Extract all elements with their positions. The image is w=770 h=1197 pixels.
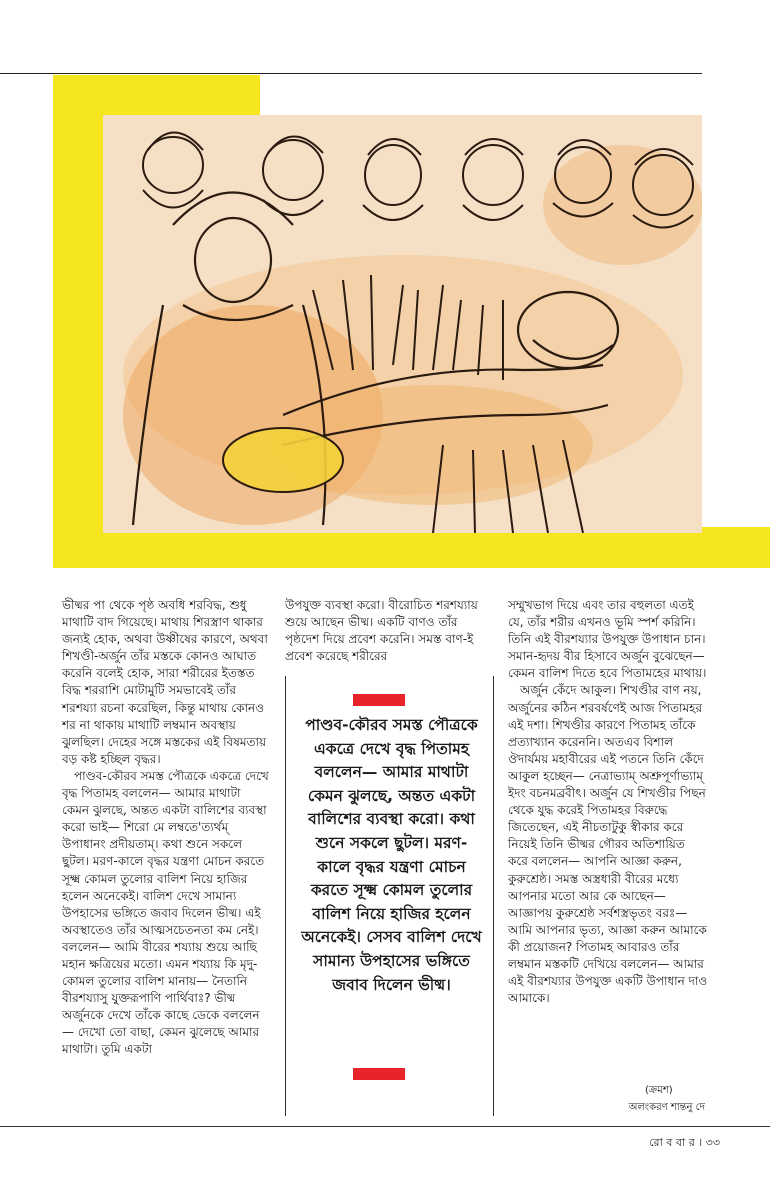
paragraph: অর্জুন কেঁদে আকুল। শিখণ্ডীর বাণ নয়, অর্জুনের কঠিন শরবর্ষণেই আজ পিতামহর এই দশা। শিখণ্ডীর কারণে পিতামহ তাঁকে প্রত্যাখ্যান করেননি। অতএব বিশাল ঔদার্যময় মহাবীরের এই পতনে তিনি কেঁদে আকুল হচ্ছেন— নেত্রাভ্যাম্ অশ্রুপূর্ণাভ্যাম্ ইদং বচনমব্রবীৎ। অর্জুন যে শিখণ্ডীর পিছন থেকে যুদ্ধ করেই পিতামহর বিরুদ্ধে জিতেছেন, এই নীচতাটুকু স্বীকার করে নিয়েই তিনি ভীষ্মর গৌরব অতিশায়িত করে বললেন— আপনি আজ্ঞা করুন, কুরুশ্রেষ্ঠ। সমস্ত অস্ত্রধারী বীরের মধ্যে আপনার মতো আর কে আছেন— আজ্ঞাপয় কুরুশ্রেষ্ঠ সর্বশস্ত্রভৃতং বরঃ— আমি আপনার ভৃত্য, আজ্ঞা করুন আমাকে কী প্রয়োজন? পিতামহ আবারও তাঁর লম্বমান মস্তকটি দেখিয়ে বললেন— আমার এই বীরশয্যার উপযুক্ত একটি উপাধান দাও আমাকে। [508,683,708,1006]
article-column-1 [62,597,270,1059]
bottom-rule [0,1126,770,1127]
paragraph: উপযুক্ত ব্যবস্থা করো। বীরোচিত শরশয্যায় শুয়ে আছেন ভীষ্ম। একটি বাণও তাঁর পৃষ্ঠদেশ দিয়ে প্রবেশ করেনি। সমস্ত বাণ-ই প্রবেশ করেছে শরীরের [285,598,478,664]
article-column-2 [285,597,493,665]
paragraph: সম্মুখভাগ দিয়ে এবং তার বহুলতা এতই যে, তাঁর শরীর এখনও ভূমি স্পর্শ করিনি। তিনি এই বীরশয্যার উপযুক্ত উপাধান চান। সমান-হৃদয় বীর হিসাবে অর্জুন বুঝেছেন— কেমন বালিশ দিতে হবে পিতামহের মাথায়। [508,598,707,681]
to-be-continued-label: (ক্রমশ) [645,1085,673,1096]
illustration-bhishma-arrow-bed [103,115,702,533]
illustration-credit: অলংকরণ শান্তনু দে [628,1102,705,1113]
yellow-accent-band [53,527,770,568]
article-column-3 [508,597,708,1007]
pull-quote-text: পাণ্ডব-কৌরব সমস্ত পৌত্রকে একত্রে দেখে বৃদ্ধ পিতামহ বললেন— আমার মাথাটা কেমন ঝুলছে, অন্তত একটা বালিশের ব্যবস্থা করো। কথা শুনে সকলে ছুটল। মরণ-কালে বৃদ্ধর যন্ত্রণা মোচন করতে সূক্ষ্ম কোমল তুলোর বালিশ নিয়ে হাজির হলেন অনেকেই। সেসব বালিশ দেখে সামান্য উপহাসের ভঙ্গিতে জবাব দিলেন ভীষ্ম। [301,716,482,994]
paragraph: ভীষ্মর পা থেকে পৃষ্ঠ অবধি শরবিদ্ধ, শুধু মাথাটি বাদ গিয়েছে। মাথায় শিরস্ত্রাণ থাকার জন্যই হোক, অথবা উষ্ণীষের কারণে, অথবা শিখণ্ডী-অর্জুন তাঁর মস্তকে কোনও আঘাত করেনি বলেই হোক, সারা শরীরের ইতস্তত বিদ্ধ শররাশি মোটামুটি সমভাবেই তাঁর শরশয্যা রচনা করেছিল, কিন্তু মাথায় কোনও শর না থাকায় মাথাটি লম্বমান অবস্থায় ঝুলছিল। দেহের সঙ্গে মস্তকের এই বিষমতায় বড় কষ্ট হচ্ছিল বৃদ্ধর। [62,598,268,766]
page-folio: রো ব বা র । ৩৩ [649,1136,720,1149]
pull-quote-box [285,676,494,1116]
red-accent-bar [353,1068,405,1080]
top-rule [0,73,702,74]
red-accent-bar [353,694,405,706]
paragraph: পাণ্ডব-কৌরব সমস্ত পৌত্রকে একত্রে দেখে বৃদ্ধ পিতামহ বললেন— আমার মাথাটা কেমন ঝুলছে, অন্তত একটা বালিশের ব্যবস্থা করো ভাই— শিরো মে লম্বতে'ত্যর্থম্ উপাধানং প্রদীয়তাম্। কথা শুনে সকলে ছুটল। মরণ-কালে বৃদ্ধর যন্ত্রণা মোচন করতে সূক্ষ্ম কোমল তুলোর বালিশ নিয়ে হাজির হলেন অনেকেই। বালিশ দেখে সামান্য উপহাসের ভঙ্গিতে জবাব দিলেন ভীষ্ম। এই অবস্থাতেও তাঁর আত্মসচেতনতা কম নেই। বললেন— আমি বীরের শয্যায় শুয়ে আছি মহান ক্ষত্রিয়ের মতো। এমন শয্যায় কি মৃদু-কোমল তুলোর বালিশ মানায়— নৈতানি বীরশয্যাসু যুক্তরূপাণি পার্থিবাঃ? ভীষ্ম অর্জুনকে দেখে তাঁকে কাছে ডেকে বললেন— দেখো তো বাছা, কেমন ঝুলেছে আমার মাথাটা। তুমি একটা [62,768,269,1057]
